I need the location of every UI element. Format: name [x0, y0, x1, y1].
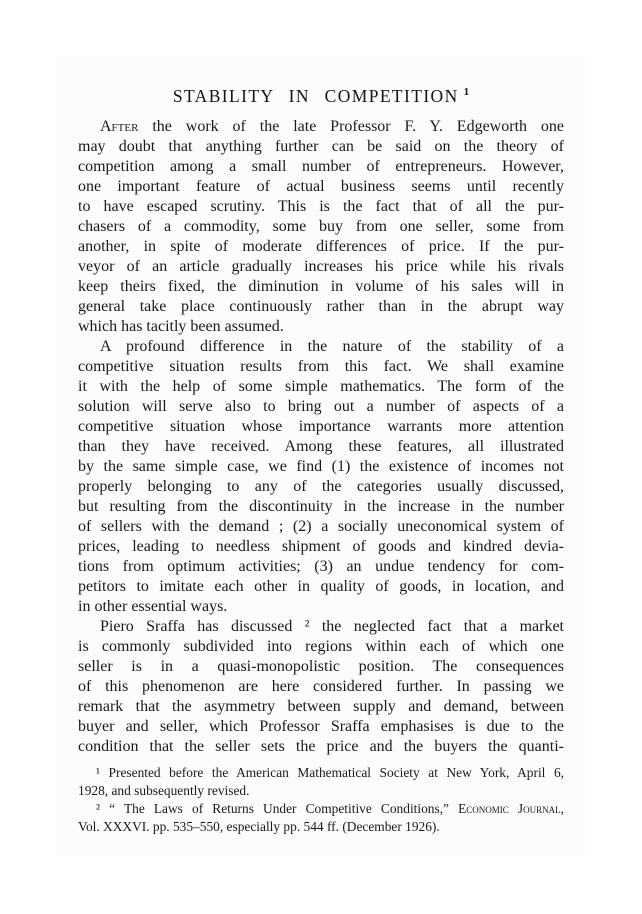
body-paragraph	[78, 337, 564, 617]
text-segment: seller is in a quasi-monopolistic position. The consequences	[78, 658, 564, 675]
text-line	[78, 517, 564, 537]
text-line	[78, 457, 564, 477]
text-segment: Piero Sraffa has discussed ² the neglected fact that a market	[100, 618, 564, 635]
text-segment: competitive situation whose importance warrants more attention	[78, 418, 564, 435]
text-line	[78, 217, 564, 237]
text-segment: prices, leading to needless shipment of goods and kindred devia-	[78, 538, 564, 555]
text-segment: than they have received. Among these features, all illustrated	[78, 438, 564, 455]
text-line	[78, 577, 564, 597]
text-line	[78, 297, 564, 317]
text-segment: in other essential ways.	[78, 598, 228, 615]
text-segment: buyer and seller, which Professor Sraffa emphasises is due to the	[78, 718, 564, 735]
text-line	[78, 782, 564, 800]
text-line	[78, 597, 564, 617]
title-footnote-marker: 1	[463, 86, 470, 99]
text-line	[78, 317, 564, 337]
text-line	[78, 557, 564, 577]
text-line	[78, 737, 564, 757]
small-caps-text: Economic Journal	[458, 801, 561, 816]
text-line	[78, 257, 564, 277]
body-paragraph	[78, 617, 564, 757]
text-segment: of this phenomenon are here considered further. In passing we	[78, 678, 564, 695]
text-line	[78, 477, 564, 497]
text-segment: keep theirs fixed, the diminution in volume of his sales will in	[78, 278, 564, 295]
title-text: STABILITY IN COMPETITION	[172, 86, 459, 106]
text-line	[78, 177, 564, 197]
text-segment: tions from optimum activities; (3) an undue tendency for com-	[78, 558, 564, 575]
text-line	[78, 764, 564, 782]
text-segment: ¹ Presented before the American Mathematical Society at New York, April 6,	[96, 765, 564, 780]
text-segment: veyor of an article gradually increases his price while his rivals	[78, 258, 564, 275]
article-body	[78, 117, 564, 757]
small-caps-text: After	[100, 118, 139, 135]
text-line	[78, 277, 564, 297]
text-line	[78, 157, 564, 177]
text-segment: by the same simple case, we find (1) the existence of incomes not	[78, 458, 564, 475]
text-segment: the work of the late Professor F. Y. Edgeworth one	[138, 118, 564, 135]
text-line	[78, 357, 564, 377]
text-line	[78, 337, 564, 357]
text-segment: general take place continuously rather than in the abrupt way	[78, 298, 564, 315]
text-line	[78, 137, 564, 157]
text-segment: ² “ The Laws of Returns Under Competitive Conditions,”	[96, 801, 459, 816]
text-line	[78, 377, 564, 397]
footnotes-section	[78, 764, 564, 836]
text-line	[78, 197, 564, 217]
text-segment: chasers of a commodity, some buy from one seller, some from	[78, 218, 564, 235]
footnote	[78, 800, 564, 836]
text-line	[78, 697, 564, 717]
footnote	[78, 764, 564, 800]
text-segment: may doubt that anything further can be said on the theory of	[78, 138, 564, 155]
text-segment: competitive situation results from this fact. We shall examine	[78, 358, 564, 375]
text-segment: is commonly subdivided into regions within each of which one	[78, 638, 564, 655]
text-segment: to have escaped scrutiny. This is the fact that of all the pur-	[78, 198, 564, 215]
text-segment: 1928, and subsequently revised.	[78, 783, 250, 798]
text-segment: properly belonging to any of the categories usually discussed,	[78, 478, 564, 495]
text-line	[78, 657, 564, 677]
text-line	[78, 800, 564, 818]
text-line	[78, 818, 564, 836]
text-line	[78, 237, 564, 257]
text-segment: another, in spite of moderate differences of price. If the pur-	[78, 238, 564, 255]
page-title	[0, 86, 642, 107]
text-segment: it with the help of some simple mathematics. The form of the	[78, 378, 564, 395]
text-segment: A profound difference in the nature of the stability of a	[100, 338, 564, 355]
text-line	[78, 497, 564, 517]
text-segment: which has tacitly been assumed.	[78, 318, 284, 335]
text-line	[78, 397, 564, 417]
text-line	[78, 637, 564, 657]
text-segment: Vol. XXXVI. pp. 535–550, especially pp. 544 ff. (December 1926).	[78, 819, 440, 834]
text-line	[78, 677, 564, 697]
text-segment: competition among a small number of entrepreneurs. However,	[78, 158, 564, 175]
text-segment: ,	[560, 801, 564, 816]
text-segment: petitors to imitate each other in quality of goods, in location, and	[78, 578, 564, 595]
text-line	[78, 717, 564, 737]
text-segment: but resulting from the discontinuity in the increase in the number	[78, 498, 564, 515]
text-line	[78, 617, 564, 637]
text-line	[78, 417, 564, 437]
text-line	[78, 437, 564, 457]
text-line	[78, 117, 564, 137]
text-segment: remark that the asymmetry between supply and demand, between	[78, 698, 564, 715]
text-segment: condition that the seller sets the price and the buyers the quanti-	[78, 738, 564, 755]
text-line	[78, 537, 564, 557]
text-segment: solution will serve also to bring out a number of aspects of a	[78, 398, 564, 415]
text-segment: one important feature of actual business seems until recently	[78, 178, 564, 195]
body-paragraph	[78, 117, 564, 337]
text-segment: of sellers with the demand ; (2) a socially uneconomical system of	[78, 518, 564, 535]
